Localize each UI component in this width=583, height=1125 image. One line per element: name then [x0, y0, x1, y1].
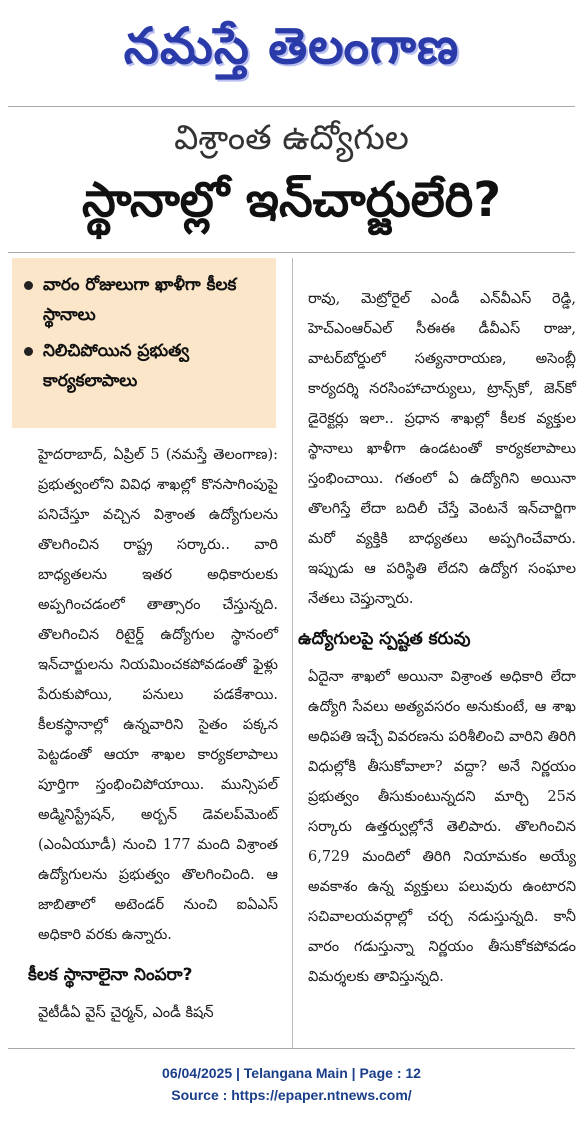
- footer-edition-info: 06/04/2025 | Telangana Main | Page : 12: [162, 1065, 421, 1081]
- masthead-divider: [8, 106, 575, 107]
- highlight-item: [24, 336, 268, 396]
- bullet-icon: [24, 347, 33, 356]
- body-paragraph: వైటీడీఏ వైస్ చైర్మన్, ఎండీ కిషన్: [38, 1005, 214, 1021]
- highlight-item: [24, 270, 268, 330]
- highlights-box: [12, 258, 276, 428]
- section-subhead: కీలక స్థానాలైనా నింపరా?: [28, 965, 193, 985]
- section-subhead: ఉద్యోగులపై స్పష్టత కరువు: [298, 629, 471, 649]
- body-paragraph: హైదరాబాద్, ఏప్రిల్ 5 (నమస్తే తెలంగాణ): ప్రభుత్వంలోని వివిధ శాఖల్లో కొనసాగింపుపై పనిచేస్తూ వచ్చిన విశ్రాంత ఉద్యోగులను తొలగించిన రాష్ట్ర సర్కారు.. వారి బాధ్యతలను ఇతర అధికారులకు అప్పగించడంలో తాత్సారం చేస్తున్నది. తొలగించిన రిటైర్డ్ ఉద్యోగుల స్థానంలో ఇన్‌చార్జులను నియమించకపోవడంతో ఫైళ్లు పేరుకుపోయి, పనులు పడకేశాయి. కీలకస్థానాల్లో ఉన్నవారిని సైతం పక్కన పెట్టడంతో ఆయా శాఖల కార్యకలాపాలు పూర్తిగా స్తంభించిపోయాయి. మున్సిపల్ అడ్మినిస్ట్రేషన్, అర్బన్ డెవలప్‌మెంట్ (ఎంఏయూడీ) నుంచి 177 మంది విశ్రాంత ఉద్యోగులను ప్రభుత్వం తొలగించింది. ఆ జాబితాలో అటెండర్ నుంచి ఐఏఎస్ అధికారి వరకు ఉన్నారు.: [38, 447, 278, 943]
- highlight-text: నిలిచిపోయిన ప్రభుత్వ కార్యకలాపాలు: [43, 341, 190, 391]
- body-paragraph: ఏదైనా శాఖలో అయినా విశ్రాంత అధికారి లేదా ఉద్యోగి సేవలు అత్యవసరం అనుకుంటే, ఆ శాఖ అధిపతి ఇచ్చే వివరణను పరిశీలించి వారిని తిరిగి విధుల్లోకి తీసుకోవాలా? వద్దా? అనే నిర్ణయం ప్రభుత్వం తీసుకుంటున్నదని మార్చి 25న సర్కారు ఉత్తర్వుల్లోనే తెలిపారు. తొలగించిన 6,729 మందిలో తిరిగి నియామకం అయ్యే అవకాశం ఉన్న వ్యక్తులు పలువురు ఉంటారని సచివాలయవర్గాల్లో చర్చ నడుస్తున్నది. కానీ వారం గడుస్తున్నా నిర్ణయం తీసుకోకపోవడం విమర్శలకు తావిస్తున్నది.: [308, 669, 576, 985]
- newspaper-masthead: [0, 0, 583, 105]
- footer-divider: [8, 1048, 575, 1049]
- bullet-icon: [24, 281, 33, 290]
- highlight-text: వారం రోజులుగా ఖాళీగా కీలక స్థానాలు: [43, 275, 237, 325]
- body-paragraph: రావు, మెట్రోరైల్ ఎండీ ఎన్‌వీఎస్ రెడ్డి, హెచ్‌ఎంఆర్‌ఎల్ సీఈఈ డీవీఎస్ రాజు, వాటర్‌బోర్డులో సత్యనారాయణ, అసెంబ్లీ కార్యదర్శి నరసింహాచార్యులు, ట్రాన్స్‌కో, జెన్‌కో డైరెక్టర్లు ఇలా.. ప్రధాన శాఖల్లో కీలక వ్యక్తుల స్థానాలు ఖాళీగా ఉండటంతో కార్యకలాపాలు స్తంభించాయి. గతంలో ఏ ఉద్యోగిని అయినా తొలగిస్తే లేదా బదిలీ చేస్తే వెంటనే ఇన్‌చార్జిగా మరో వ్యక్తికి బాధ్యతలు అప్పగించేవారు. ఇప్పుడు ఆ పరిస్థితి లేదని ఉద్యోగ సంఘాల నేతలు చెప్తున్నారు.: [308, 291, 576, 607]
- footer-source[interactable]: Source : https://epaper.ntnews.com/: [171, 1087, 412, 1103]
- masthead-title: నమస్తే తెలంగాణ: [123, 17, 460, 75]
- column-divider: [292, 258, 293, 1048]
- article-column-left: [28, 440, 278, 1028]
- page-footer: [0, 1062, 583, 1106]
- headline-divider: [8, 252, 575, 253]
- article-kicker: విశ్రాంత ఉద్యోగుల: [174, 118, 409, 158]
- article-headline: స్థానాల్లో ఇన్‌చార్జులేరి?: [81, 172, 502, 228]
- article-column-right: [298, 284, 576, 992]
